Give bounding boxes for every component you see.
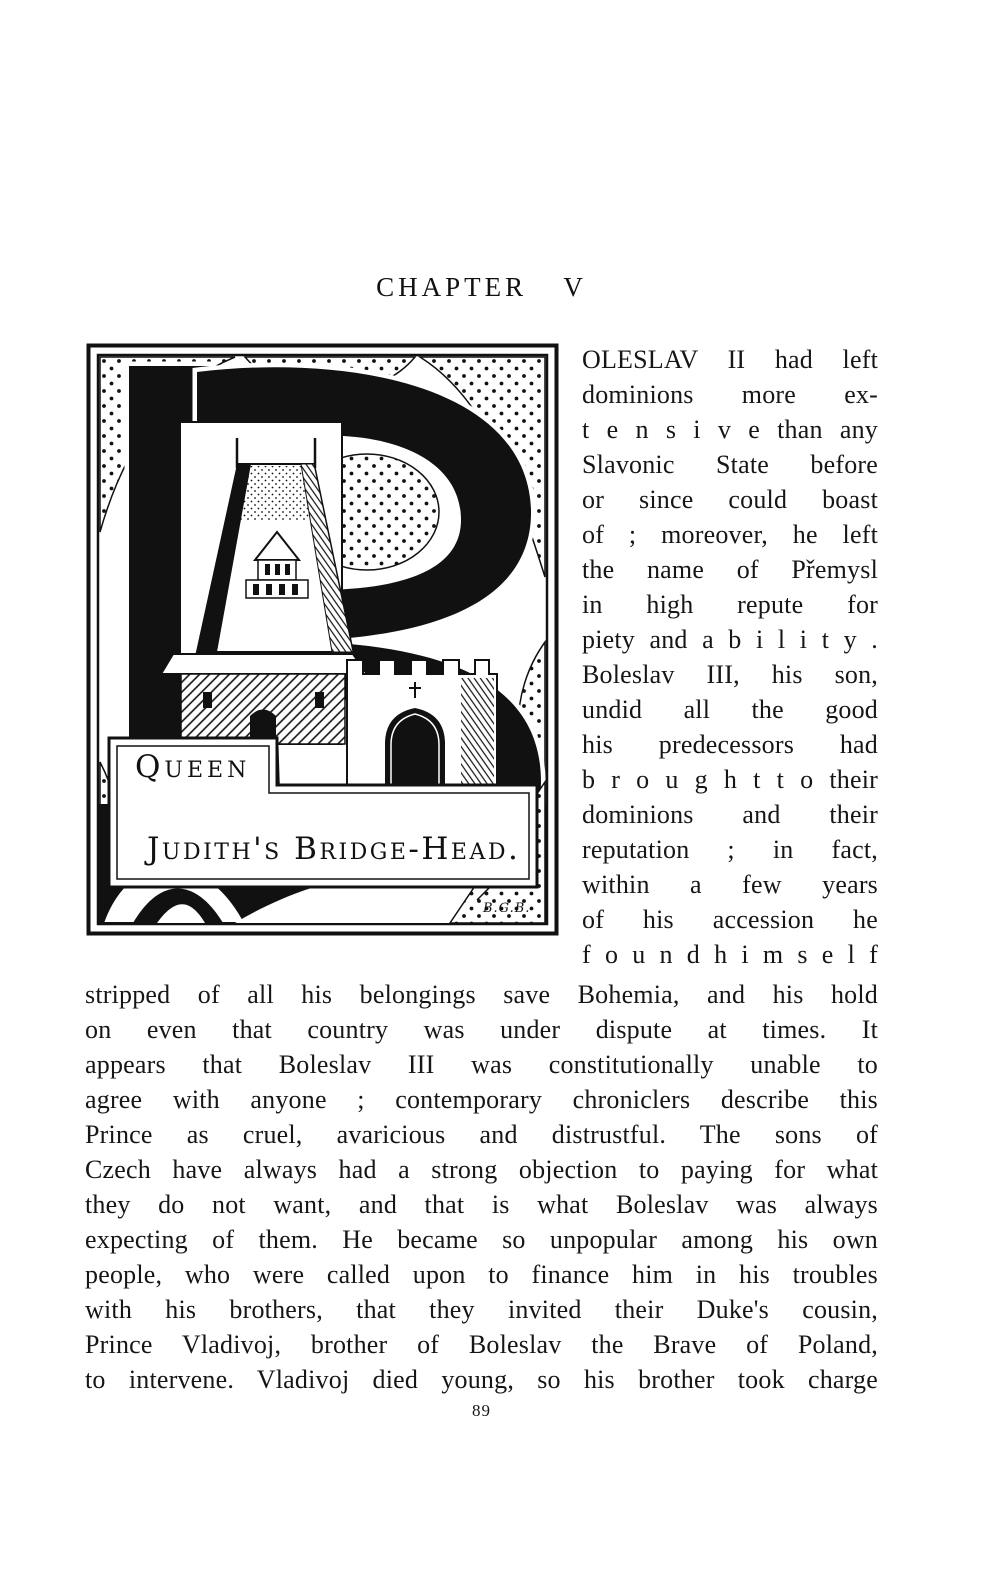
text-line: Slavonic State before (582, 450, 878, 479)
drop-cap-column (582, 342, 878, 972)
text-line: appears that Boleslav III was constitutionally unable to (85, 1050, 878, 1079)
text-line: on even that country was under dispute at times. It (85, 1015, 878, 1044)
text-line: people, who were called upon to finance him in his troubles (85, 1260, 878, 1289)
text-line: with his brothers, that they invited their Duke's cousin, (85, 1295, 878, 1324)
drop-cap-illustration (85, 342, 560, 937)
text-line: of ; moreover, he left (582, 520, 878, 549)
text-line: dominions more ex- (582, 380, 878, 409)
text-line: stripped of all his belongings save Bohemia, and his hold (85, 980, 878, 1009)
text-line: piety and a b i l i t y . (582, 625, 878, 654)
body-paragraph (85, 977, 878, 1397)
caption-line-1: Queen (135, 749, 251, 785)
text-line: f o u n d h i m s e l f (582, 940, 878, 969)
text-line: t e n s i v e than any (582, 415, 878, 444)
text-line: dominions and their (582, 800, 878, 829)
text-line: undid all the good (582, 695, 878, 724)
text-line: Boleslav III, his son, (582, 660, 878, 689)
text-line: in high repute for (582, 590, 878, 619)
text-line: expecting of them. He became so unpopular among his own (85, 1225, 878, 1254)
text-line: Prince as cruel, avaricious and distrustful. The sons of (85, 1120, 878, 1149)
bridge-gate-drawing (347, 660, 497, 789)
text-line: agree with anyone ; contemporary chroniclers describe this (85, 1085, 878, 1114)
bridge-tower-drawing (161, 422, 367, 744)
text-line: his predecessors had (582, 730, 878, 759)
text-line: the name of Přemysl (582, 555, 878, 584)
text-line: b r o u g h t t o their (582, 765, 878, 794)
text-line: Czech have always had a strong objection to paying for what (85, 1155, 878, 1184)
text-line: to intervene. Vladivoj died young, so his brother took charge (85, 1365, 878, 1394)
artist-signature: B.G.B. (483, 901, 531, 916)
page-number: 89 (472, 1401, 491, 1420)
text-line: of his accession he (582, 905, 878, 934)
initial-b-woodcut (85, 342, 560, 937)
page-content (85, 272, 878, 1421)
text-line: Prince Vladivoj, brother of Boleslav the Brave of Poland, (85, 1330, 878, 1359)
text-line: OLESLAV II had left (582, 345, 878, 374)
text-line: they do not want, and that is what Boleslav was always (85, 1190, 878, 1219)
chapter-heading: CHAPTER V (376, 272, 587, 302)
text-line: reputation ; in fact, (582, 835, 878, 864)
text-line: or since could boast (582, 485, 878, 514)
text-line: within a few years (582, 870, 878, 899)
figure-row (85, 342, 878, 972)
caption-line-2: Judith's Bridge-Head. (147, 831, 521, 867)
